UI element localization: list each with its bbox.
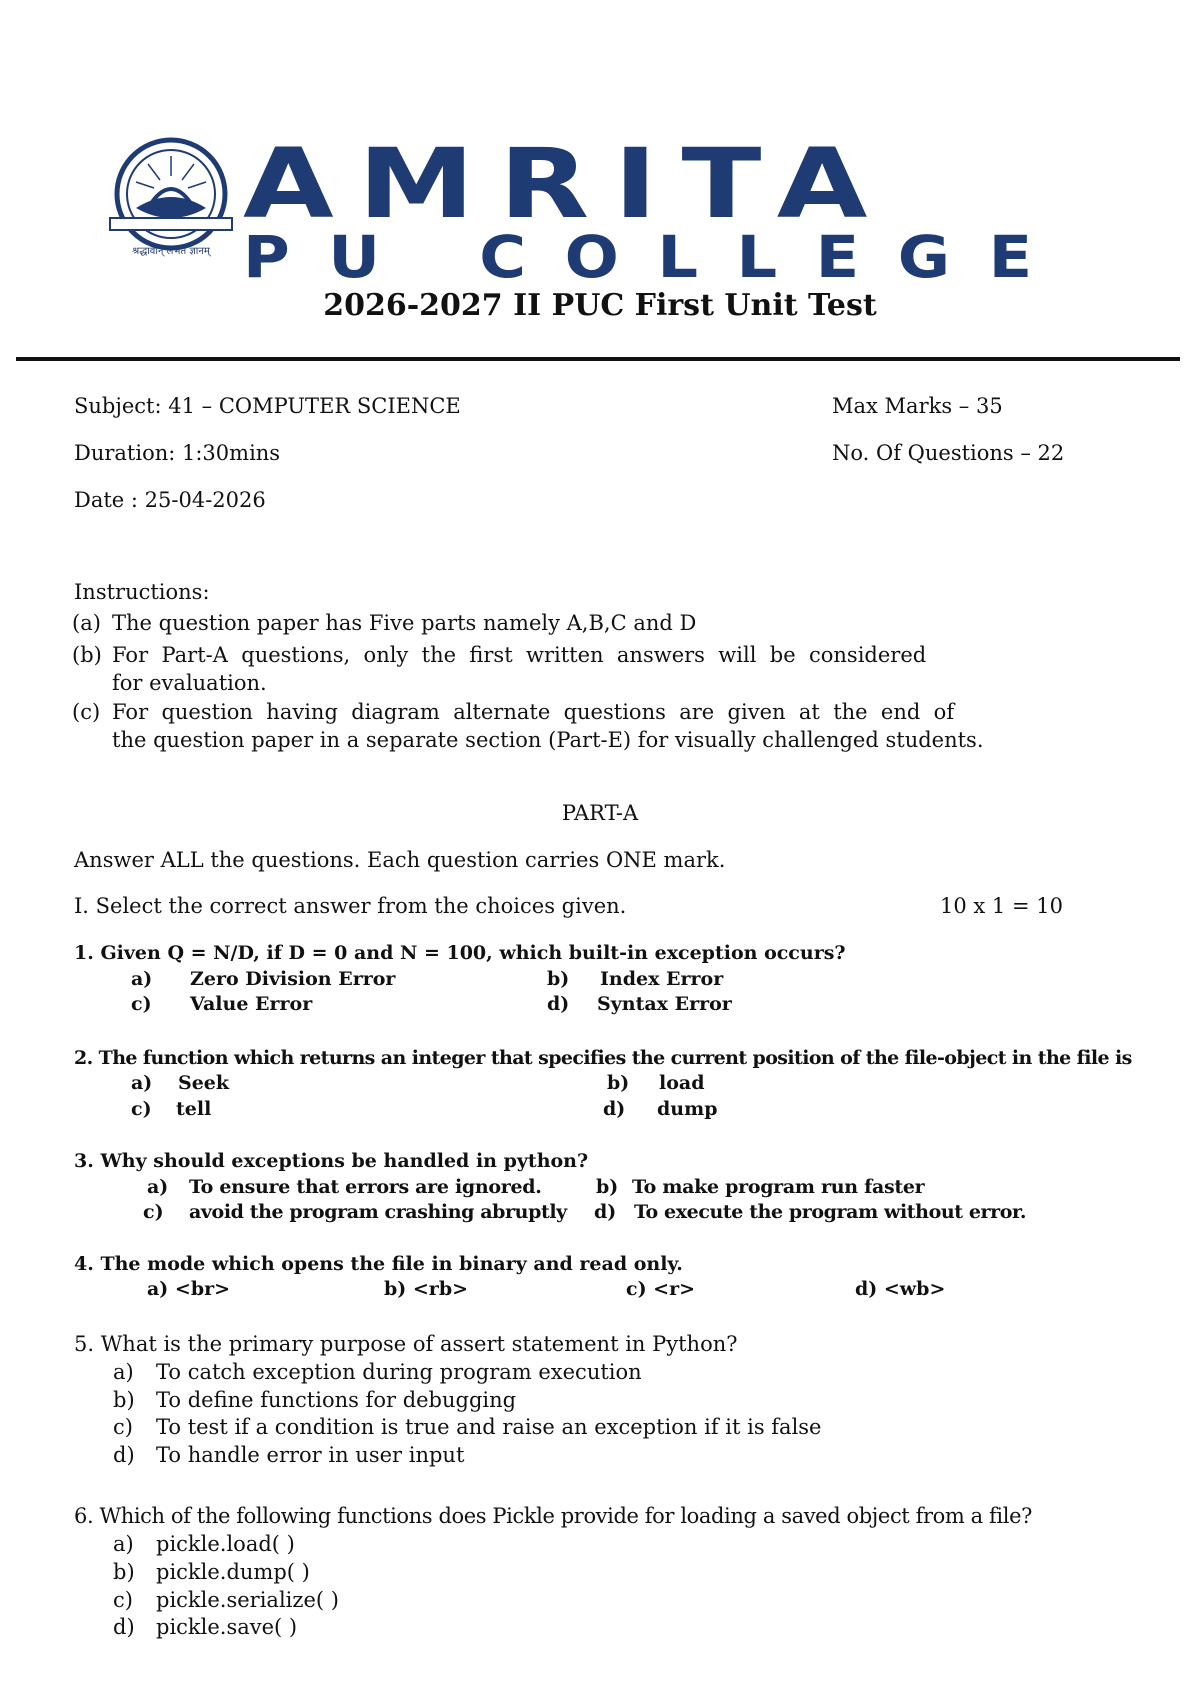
- option-text: To ensure that errors are ignored.: [189, 1176, 542, 1198]
- option-label: d): [113, 1615, 135, 1639]
- option-text: dump: [657, 1098, 718, 1120]
- option-label: c): [131, 1098, 152, 1120]
- question-2: 2. The function which returns an integer that specifies the current position of the file-object in the file is: [74, 1047, 1132, 1069]
- option-text: To test if a condition is true and raise an exception if it is false: [156, 1415, 822, 1439]
- seal-caption: श्रद्धावान् लभते ज्ञानम्: [132, 246, 210, 257]
- instruction-text: For Part-A questions, only the first written answers will be considered: [112, 643, 927, 667]
- max-marks: Max Marks – 35: [832, 394, 1003, 418]
- option-text: To make program run faster: [632, 1176, 925, 1198]
- header-divider: [16, 357, 1180, 361]
- brand-name: AMRITA: [243, 128, 892, 240]
- college-wordmark: [243, 128, 1071, 291]
- option-text: pickle.serialize( ): [156, 1588, 339, 1612]
- option-label: b): [607, 1072, 630, 1094]
- option-label: c): [113, 1588, 133, 1612]
- option-label: d): [113, 1443, 135, 1467]
- option-text: Zero Division Error: [190, 968, 396, 990]
- question-6: 6. Which of the following functions does Pickle provide for loading a saved object from a file?: [74, 1504, 1032, 1528]
- exam-title: 2026-2027 II PUC First Unit Test: [323, 288, 877, 323]
- instruction-label: (b): [72, 643, 102, 667]
- instruction-text-cont: for evaluation.: [112, 671, 267, 695]
- option-label: a): [131, 968, 153, 990]
- option-text: c) <r>: [626, 1278, 696, 1300]
- option-text: Seek: [178, 1072, 230, 1094]
- option-text: Value Error: [190, 993, 313, 1015]
- section-title: I. Select the correct answer from the choices given.: [74, 894, 627, 918]
- option-label: a): [131, 1072, 153, 1094]
- instruction-label: (c): [72, 700, 101, 724]
- option-label: d): [603, 1098, 626, 1120]
- option-text: avoid the program crashing abruptly: [189, 1201, 567, 1223]
- option-label: c): [113, 1415, 133, 1439]
- question-count: No. Of Questions – 22: [832, 441, 1065, 465]
- college-seal-logo: [108, 136, 234, 262]
- option-text: d) <wb>: [855, 1278, 946, 1300]
- option-text: To define functions for debugging: [156, 1388, 517, 1412]
- option-text: To handle error in user input: [156, 1443, 465, 1467]
- option-label: b): [113, 1388, 135, 1412]
- option-text: load: [659, 1072, 705, 1094]
- option-label: a): [113, 1532, 134, 1556]
- option-text: pickle.dump( ): [156, 1560, 310, 1584]
- section-marks: 10 x 1 = 10: [940, 894, 1063, 918]
- option-text: To catch exception during program execution: [156, 1360, 642, 1384]
- part-a-note: Answer ALL the questions. Each question carries ONE mark.: [74, 848, 726, 872]
- instruction-text: For question having diagram alternate questions are given at the end of: [112, 700, 955, 724]
- option-label: b): [113, 1560, 135, 1584]
- instruction-text: The question paper has Five parts namely A,B,C and D: [112, 611, 697, 635]
- option-text: tell: [176, 1098, 212, 1120]
- option-label: a): [113, 1360, 134, 1384]
- question-3: 3. Why should exceptions be handled in python?: [74, 1150, 589, 1172]
- question-5: 5. What is the primary purpose of assert statement in Python?: [74, 1332, 738, 1356]
- question-4: 4. The mode which opens the file in binary and read only.: [74, 1253, 683, 1275]
- instruction-label: (a): [72, 611, 101, 635]
- option-label: b): [547, 968, 570, 990]
- option-text: pickle.save( ): [156, 1615, 298, 1639]
- option-text: a) <br>: [147, 1278, 231, 1300]
- part-a-title: PART-A: [561, 801, 639, 825]
- option-text: Syntax Error: [597, 993, 732, 1015]
- option-text: b) <rb>: [384, 1278, 469, 1300]
- instructions-heading: Instructions:: [74, 580, 210, 604]
- option-text: Index Error: [600, 968, 724, 990]
- option-text: To execute the program without error.: [634, 1201, 1027, 1223]
- subject-line: Subject: 41 – COMPUTER SCIENCE: [74, 394, 461, 418]
- option-label: d): [547, 993, 570, 1015]
- option-label: d): [594, 1201, 617, 1223]
- exam-date: Date : 25-04-2026: [74, 488, 266, 512]
- instruction-text-cont: the question paper in a separate section (Part-E) for visually challenged students.: [112, 728, 984, 752]
- option-text: pickle.load( ): [156, 1532, 295, 1556]
- question-1: 1. Given Q = N/D, if D = 0 and N = 100, which built-in exception occurs?: [74, 942, 846, 964]
- option-label: b): [596, 1176, 619, 1198]
- duration: Duration: 1:30mins: [74, 441, 281, 465]
- option-label: c): [143, 1201, 164, 1223]
- option-label: a): [147, 1176, 169, 1198]
- option-label: c): [131, 993, 152, 1015]
- brand-subtitle: PU COLLEGE: [243, 223, 1071, 291]
